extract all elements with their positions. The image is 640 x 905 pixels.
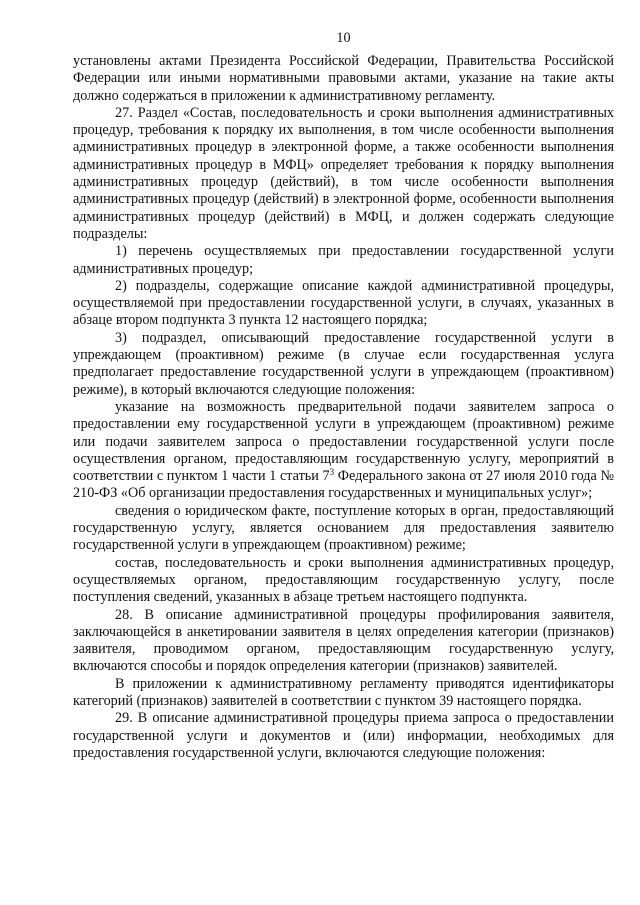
paragraph-27: 27. Раздел «Состав, последовательность и сроки выполнения административных процедур, требования к порядку их выполнения, в том числе особенности выполнения административных процедур в электронной форме, а также особенности выполнения административных процедур в МФЦ» определяет требования к порядку выполнения административных процедур (действий), в том числе особенности выполнения административных процедур (действий) в электронной форме, особенности выполнения административных процедур (действий) в МФЦ, и должен содержать следующие подразделы: xyxy=(73,104,614,242)
page-number: 10 xyxy=(336,30,351,46)
paragraph-proactive-request xyxy=(73,399,614,503)
list-item-3: 3) подраздел, описывающий предоставление государственной услуги в упреждающем (проактивном) режиме (в случае если государственная услуга предполагает предоставление государственной услуги в упреждающем (проактивном) режиме), в который включаются следующие положения: xyxy=(73,329,614,398)
paragraph-text-before: указание на возможность предварительной подачи заявителем запроса о предоставлении ему государственной услуги в упреждающем (проактивном) режиме или подачи заявителем запроса о предоставлении государственной услуги после осуществления органом, предоставляющим государственную услугу, мероприятий в соответствии с пунктом 1 части 1 статьи 7 xyxy=(73,398,614,485)
paragraph-legal-fact: сведения о юридическом факте, поступление которых в орган, предоставляющий государственную услугу, является основанием для предоставления заявителю государственной услуги в упреждающем (проактивном) режиме; xyxy=(73,502,614,554)
list-item-1: 1) перечень осуществляемых при предоставлении государственной услуги административных процедур; xyxy=(73,243,614,277)
paragraph-29: 29. В описание административной процедуры приема запроса о предоставлении государственной услуги и документов и (или) информации, необходимых для предоставления государственной услуги, включаются следующие положения: xyxy=(73,710,614,761)
document-page xyxy=(73,30,614,762)
paragraph-28: 28. В описание административной процедуры профилирования заявителя, заключающейся в анкетировании заявителя в целях определения категории (признаков) заявителя, проводимом органом, предоставляющим государственную услугу, включаются способы и порядок определения категории (признаков) заявителей. xyxy=(73,606,614,675)
paragraph-appendix: В приложении к административному регламенту приводятся идентификаторы категорий (признаков) заявителей в соответствии с пунктом 39 настоящего порядка. xyxy=(73,675,614,709)
list-item-2: 2) подразделы, содержащие описание каждой административной процедуры, осуществляемой при предоставлении государственной услуги, в случаях, указанных в абзаце втором подпункта 3 пункта 12 настоящего порядка; xyxy=(73,277,614,329)
superscript: 3 xyxy=(329,467,335,478)
paragraph-continuation: установлены актами Президента Российской Федерации, Правительства Российской Федерации или иными нормативными правовыми актами, указание на такие акты должно содержаться в приложении к административному регламенту. xyxy=(73,53,614,104)
paragraph-text-after: Федерального закона от 27 июля 2010 года № 210-ФЗ «Об организации предоставления государственных и муниципальных услуг»; xyxy=(73,468,614,502)
paragraph-procedures: состав, последовательность и сроки выполнения административных процедур, осуществляемых органом, предоставляющим государственную услугу, после поступления сведений, указанных в абзаце третьем настоящего подпункта. xyxy=(73,554,614,606)
